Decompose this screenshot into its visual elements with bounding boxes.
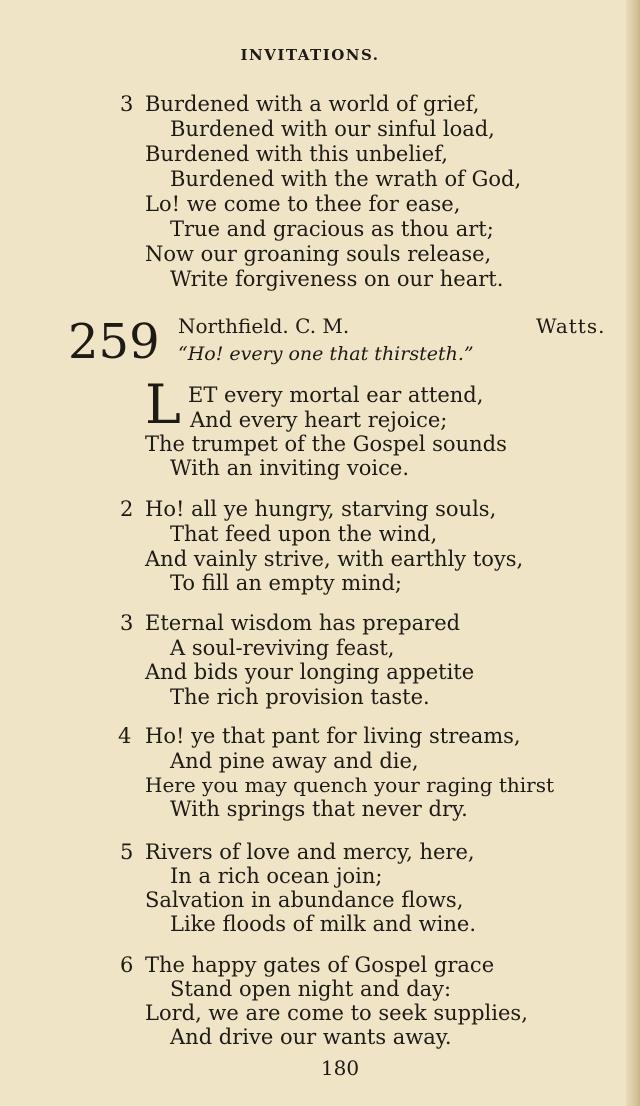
page-header: INVITATIONS. [240, 46, 380, 64]
verse-line: With an inviting voice. [170, 456, 409, 480]
verse-line: And every heart rejoice; [190, 408, 448, 432]
verse-line: With springs that never dry. [170, 797, 468, 821]
verse-line: Burdened with a world of grief, [145, 92, 480, 116]
verse-line: Salvation in abundance flows, [145, 888, 464, 912]
verse-line: That feed upon the wind, [170, 522, 438, 546]
verse-line: The rich provision taste. [170, 685, 430, 709]
stanza-number: 2 [120, 497, 134, 521]
hymn-number: 259 [68, 314, 160, 370]
tune-name: Northfield. C. M. [178, 314, 350, 338]
verse-line: ET every mortal ear attend, [188, 383, 484, 407]
verse-line: And drive our wants away. [170, 1025, 452, 1049]
verse-line: To fill an empty mind; [170, 571, 402, 595]
verse-line: Burdened with the wrath of God, [170, 167, 522, 191]
verse-line: Lord, we are come to seek supplies, [145, 1001, 528, 1025]
author-name: Watts. [536, 314, 606, 338]
verse-line: Ho! ye that pant for living streams, [145, 724, 521, 748]
verse-line: Ho! all ye hungry, starving souls, [145, 497, 497, 521]
verse-line: Write forgiveness on our heart. [170, 267, 504, 291]
stanza-number: 5 [120, 840, 134, 864]
verse-line: Eternal wisdom has prepared [145, 611, 461, 635]
verse-line: Lo! we come to thee for ease, [145, 192, 461, 216]
verse-line: The trumpet of the Gospel sounds [145, 432, 507, 456]
page-number: 180 [320, 1056, 360, 1080]
verse-line: A soul-reviving feast, [170, 636, 395, 660]
verse-line: Now our groaning souls release, [145, 242, 492, 266]
verse-line: And vainly strive, with earthly toys, [145, 547, 524, 571]
verse-line: True and gracious as thou art; [170, 217, 494, 241]
verse-line: And bids your longing appetite [145, 660, 475, 684]
stanza-number: 3 [120, 92, 134, 116]
epigraph: “Ho! every one that thirsteth.” [178, 343, 474, 365]
verse-line: Burdened with our sinful load, [170, 117, 495, 141]
verse-line: Burdened with this unbelief, [145, 142, 448, 166]
verse-line: Here you may quench your raging thirst [145, 773, 555, 797]
stanza-number: 3 [120, 611, 134, 635]
drop-cap: L [145, 373, 181, 436]
stanza-number: 4 [118, 724, 132, 748]
verse-line: In a rich ocean join; [170, 864, 383, 888]
page-edge [626, 0, 640, 1106]
verse-line: Stand open night and day: [170, 977, 452, 1001]
verse-line: Like floods of milk and wine. [170, 912, 476, 936]
stanza-number: 6 [120, 953, 134, 977]
verse-line: And pine away and die, [170, 749, 419, 773]
verse-line: The happy gates of Gospel grace [145, 953, 495, 977]
verse-line: Rivers of love and mercy, here, [145, 840, 475, 864]
